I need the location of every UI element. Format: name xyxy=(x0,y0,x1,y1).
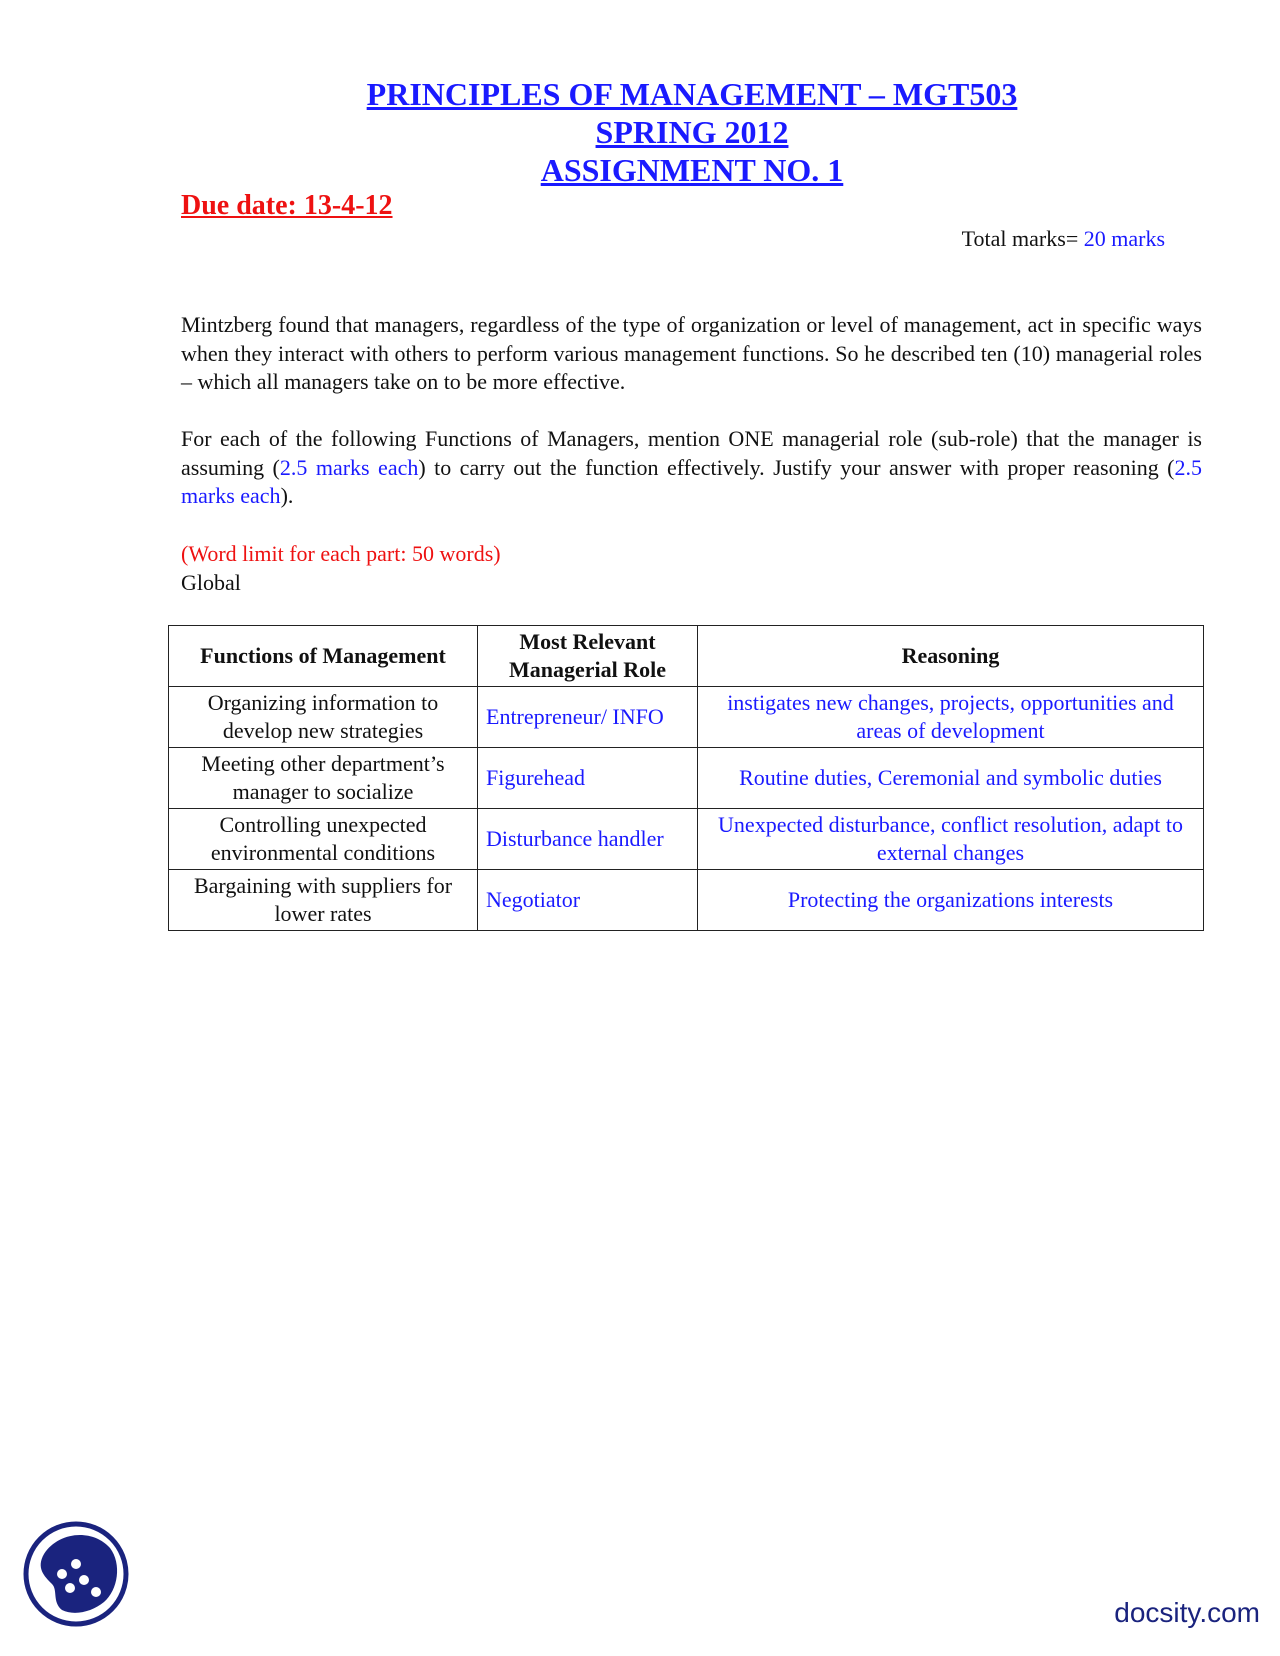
table-header-row xyxy=(169,626,1204,687)
header-functions: Functions of Management xyxy=(169,626,478,687)
instructions-part2: ) to carry out the function effectively. Justify your answer with proper reasoning ( xyxy=(418,454,1175,480)
word-limit: (Word limit for each part: 50 words) xyxy=(181,541,501,566)
reasoning-cell: Unexpected disturbance, conflict resolution, adapt to external changes xyxy=(698,809,1204,870)
assignment-title: ASSIGNMENT NO. 1 xyxy=(540,152,844,188)
role-cell: Disturbance handler xyxy=(478,809,698,870)
role-cell: Entrepreneur/ INFO xyxy=(478,687,698,748)
global-label: Global xyxy=(181,570,241,595)
table-row xyxy=(169,870,1204,931)
total-marks-value: 20 marks xyxy=(1083,226,1165,251)
total-marks-label: Total marks= xyxy=(961,226,1079,251)
title-block xyxy=(0,76,1280,190)
table-row xyxy=(169,748,1204,809)
intro-paragraph: Mintzberg found that managers, regardless of the type of organization or level of management, act in specific ways when they interact with others to perform various management functions. So he described ten (10) managerial roles – which all managers take on to be more effective. xyxy=(181,312,1202,394)
docsity-site-link[interactable]: docsity.com xyxy=(1114,1597,1260,1628)
due-date: Due date: 13-4-12 xyxy=(181,190,393,221)
header-role: Most Relevant Managerial Role xyxy=(478,626,698,687)
total-marks xyxy=(962,226,1165,252)
header-reasoning: Reasoning xyxy=(698,626,1204,687)
docsity-logo-icon[interactable] xyxy=(22,1518,130,1630)
reasoning-cell: Protecting the organizations interests xyxy=(698,870,1204,931)
table-row xyxy=(169,687,1204,748)
role-cell: Negotiator xyxy=(478,870,698,931)
course-title: PRINCIPLES OF MANAGEMENT – MGT503 xyxy=(366,76,1018,112)
function-cell: Controlling unexpected environmental conditions xyxy=(169,809,478,870)
marks-each-reasoning: 2.5 marks each xyxy=(181,454,1202,508)
roles-table xyxy=(168,625,1204,931)
instructions-part1: For each of the following Functions of Managers, mention ONE managerial role (sub-role) that the manager is assuming ( xyxy=(181,426,1202,480)
instructions-part3: ). xyxy=(280,483,294,508)
table-row xyxy=(169,809,1204,870)
reasoning-cell: Routine duties, Ceremonial and symbolic duties xyxy=(698,748,1204,809)
marks-each-role: 2.5 marks each xyxy=(279,454,419,480)
instructions-paragraph xyxy=(181,425,1202,511)
term-title: SPRING 2012 xyxy=(595,114,789,150)
function-cell: Organizing information to develop new strategies xyxy=(169,687,478,748)
role-cell: Figurehead xyxy=(478,748,698,809)
reasoning-cell: instigates new changes, projects, opportunities and areas of development xyxy=(698,687,1204,748)
function-cell: Meeting other department’s manager to socialize xyxy=(169,748,478,809)
function-cell: Bargaining with suppliers for lower rates xyxy=(169,870,478,931)
